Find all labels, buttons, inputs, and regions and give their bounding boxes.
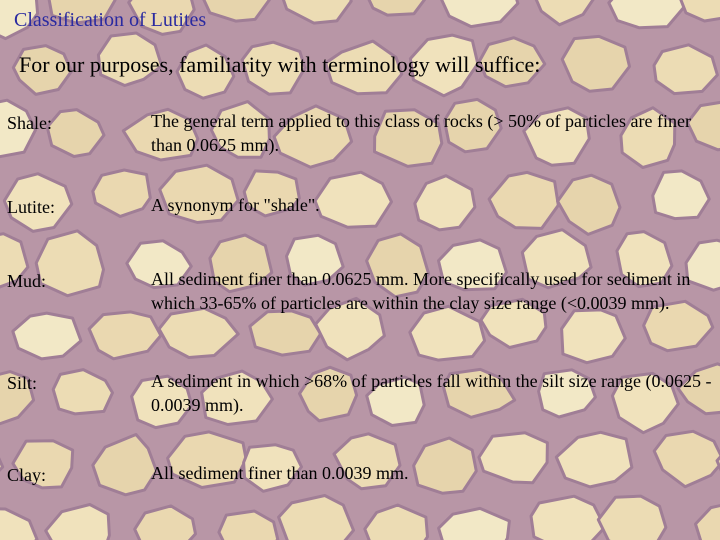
definition-clay: All sediment finer than 0.0039 mm. — [151, 463, 409, 483]
definition-mud: All sediment finer than 0.0625 mm. More specifically used for sediment in which 33-65% of particles are within the clay size range (<0.0039 mm). — [151, 269, 691, 313]
definition-shale: The general term applied to this class of rocks (> 50% of particles are finer than 0.0625 mm). — [151, 111, 691, 155]
term-mud: Mud: — [7, 271, 47, 291]
term-silt: Silt: — [7, 373, 38, 393]
intro-text: For our purposes, familiarity with terminology will suffice: — [19, 52, 541, 77]
term-clay: Clay: — [7, 465, 46, 485]
definition-silt: A sediment in which >68% of particles fall within the silt size range (0.0625 - 0.0039 mm). — [151, 371, 712, 415]
definition-lutite: A synonym for "shale". — [151, 195, 320, 215]
term-lutite: Lutite: — [7, 197, 55, 217]
term-shale: Shale: — [7, 113, 52, 133]
slide-title: Classification of Lutites — [14, 9, 207, 31]
